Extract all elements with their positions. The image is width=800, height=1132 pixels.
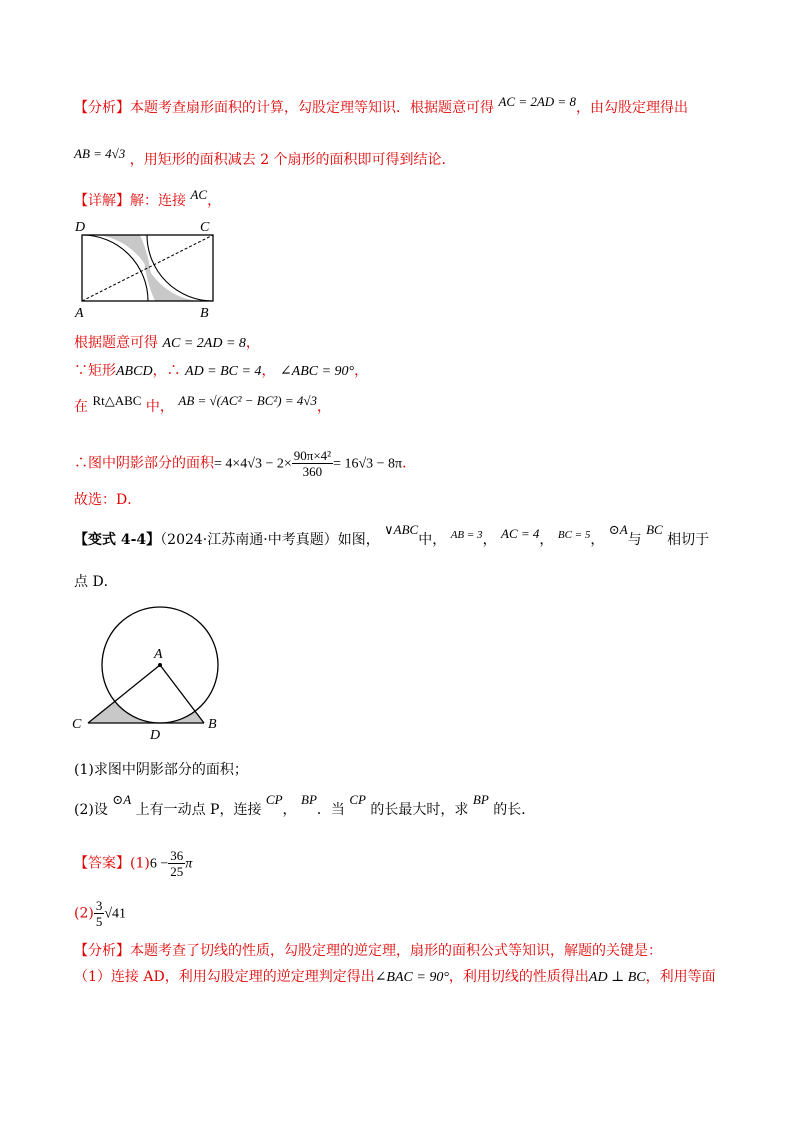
step-1-text: 根据题意可得 — [74, 335, 158, 351]
answer-1-prefix: (1) — [130, 855, 150, 872]
analysis-text: 本题考查扇形面积的计算，勾股定理等知识．根据题意可得 — [130, 100, 494, 116]
q2-cp-2: CP — [349, 792, 366, 807]
answer-1-expr: 6 − — [149, 856, 169, 872]
step-3-end: ， — [317, 399, 332, 415]
variant-yu: 与 — [627, 532, 642, 548]
detail-line — [74, 187, 222, 211]
label-c: C — [72, 717, 82, 732]
answer-2-fraction — [94, 898, 105, 929]
variant-line — [74, 522, 710, 551]
sep: ， — [261, 363, 276, 379]
label-c: C — [200, 220, 210, 235]
segment-bc: BC — [646, 522, 663, 537]
analysis-line-1 — [74, 94, 688, 118]
formula-ac-2ad: AC = 2AD = 8 — [498, 94, 576, 109]
circle-a: ⊙A — [608, 522, 628, 537]
step-1-formula: AC = 2AD = 8 — [162, 336, 246, 351]
step-4-end: ． — [402, 455, 417, 472]
label-d: D — [150, 728, 161, 743]
angle-bac-90: ∠BAC = 90° — [374, 970, 449, 985]
ad-perp-bc: AD ⊥ BC — [588, 970, 646, 985]
area-fraction — [292, 448, 333, 479]
variant-zhong: 中， — [418, 532, 447, 548]
shaded-area-text: ∴图中阴影部分的面积 — [74, 455, 214, 472]
analysis2-l2-b: ，利用切线的性质得出 — [448, 969, 589, 985]
analysis2-l2-c: ，利用等面 — [645, 969, 716, 985]
analysis2-text: 本题考查了切线的性质，勾股定理的逆定理，扇形的面积公式等知识，解题的关键是： — [130, 943, 662, 959]
answer-1-fraction — [168, 848, 185, 879]
answer-2-numerator: 3 — [95, 898, 103, 913]
comma-2: ， — [539, 532, 554, 548]
rectangle-figure — [74, 218, 224, 322]
answer-1-pi: π — [185, 856, 193, 872]
because-rect: ∵矩形 — [74, 363, 116, 379]
question-1: (1)求图中阴影部分的面积； — [74, 762, 248, 778]
analysis2-tag: 【分析】 — [74, 943, 130, 959]
triangle-abc: ∨ABC — [384, 522, 419, 537]
therefore: ，∴ — [152, 363, 181, 379]
detail-end: ， — [207, 193, 222, 209]
analysis-tag: 【分析】 — [74, 100, 130, 116]
center-a-dot — [158, 663, 162, 667]
q2-circle-a: ⊙A — [112, 792, 132, 807]
rect-abcd: ABCD — [116, 364, 153, 379]
question-2 — [74, 792, 536, 820]
analysis2-line-2 — [74, 967, 716, 988]
label-a: A — [154, 647, 163, 662]
answer-2-prefix: (2) — [74, 905, 94, 922]
step-1 — [74, 333, 260, 354]
angle-abc-90: ∠ABC = 90° — [279, 364, 355, 379]
answer-2-root: √41 — [104, 906, 127, 922]
variant-tangent: 相切于 — [667, 532, 710, 548]
q2-cp: CP — [265, 792, 283, 807]
step-3 — [74, 393, 332, 417]
ab-3: AB = 3 — [450, 529, 483, 541]
label-a: A — [75, 306, 84, 321]
formula-ab: AB = 4√3 — [74, 146, 126, 161]
answer-choice: 故选：D． — [74, 492, 142, 508]
comma-3: ， — [590, 532, 605, 548]
q2-f: 的长． — [493, 802, 536, 818]
step-2 — [74, 361, 368, 382]
label-d: D — [75, 220, 86, 235]
ad-bc-4: AD = BC = 4 — [185, 364, 262, 379]
q2-b: 上有一动点 P，连接 — [135, 802, 262, 818]
detail-text: 解：连接 — [130, 193, 186, 209]
analysis-line-2 — [74, 146, 456, 170]
q2-bp: BP — [301, 792, 317, 807]
ab-pythagoras: AB = √(AC² − BC²) = 4√3 — [178, 393, 318, 408]
answer-tag: 【答案】 — [74, 855, 130, 872]
area-expr-1: = 4×4√3 − 2× — [214, 456, 292, 472]
segment-ac: AC — [190, 187, 208, 202]
step-2-end: ， — [354, 363, 369, 379]
step-3-mid: 中， — [145, 399, 174, 415]
analysis-text-2: ，由勾股定理得出 — [575, 100, 688, 116]
bc-5: BC = 5 — [557, 529, 591, 541]
variant-tag: 【变式 4-4】 — [74, 532, 161, 548]
circle-figure — [68, 603, 238, 743]
analysis2-l2-a: （1）连接 AD，利用勾股定理的逆定理判定得出 — [74, 969, 375, 985]
answer-1-numerator: 36 — [170, 848, 184, 863]
step-4 — [74, 448, 416, 479]
detail-tag: 【详解】 — [74, 193, 130, 209]
step-3-in: 在 — [74, 399, 88, 415]
fraction-numerator: 90π×4² — [293, 448, 332, 463]
analysis-text-3: ，用矩形的面积减去 2 个扇形的面积即可得到结论． — [129, 152, 456, 168]
analysis2-line-1 — [74, 941, 662, 961]
triangle-rt-abc: Rt△ABC — [92, 393, 142, 408]
answer-2 — [74, 898, 126, 929]
q2-a: (2)设 — [74, 802, 108, 818]
label-b: B — [208, 717, 217, 732]
fraction-denominator: 360 — [302, 464, 323, 479]
q2-e: 的长最大时，求 — [370, 802, 469, 818]
q2-bp-2: BP — [472, 792, 489, 807]
area-result: = 16√3 − 8π — [333, 456, 403, 472]
variant-point-d: 点 D． — [74, 574, 118, 590]
q2-d: ．当 — [316, 802, 345, 818]
step-1-end: ， — [245, 335, 260, 351]
variant-source: （2024·江苏南通·中考真题）如图， — [160, 532, 380, 548]
answer-1 — [74, 848, 192, 879]
answer-2-denominator: 5 — [95, 914, 103, 929]
comma-1: ， — [482, 532, 497, 548]
q2-c: ， — [282, 802, 297, 818]
answer-1-denominator: 25 — [170, 864, 184, 879]
ac-4: AC = 4 — [501, 526, 540, 541]
label-b: B — [200, 306, 209, 321]
